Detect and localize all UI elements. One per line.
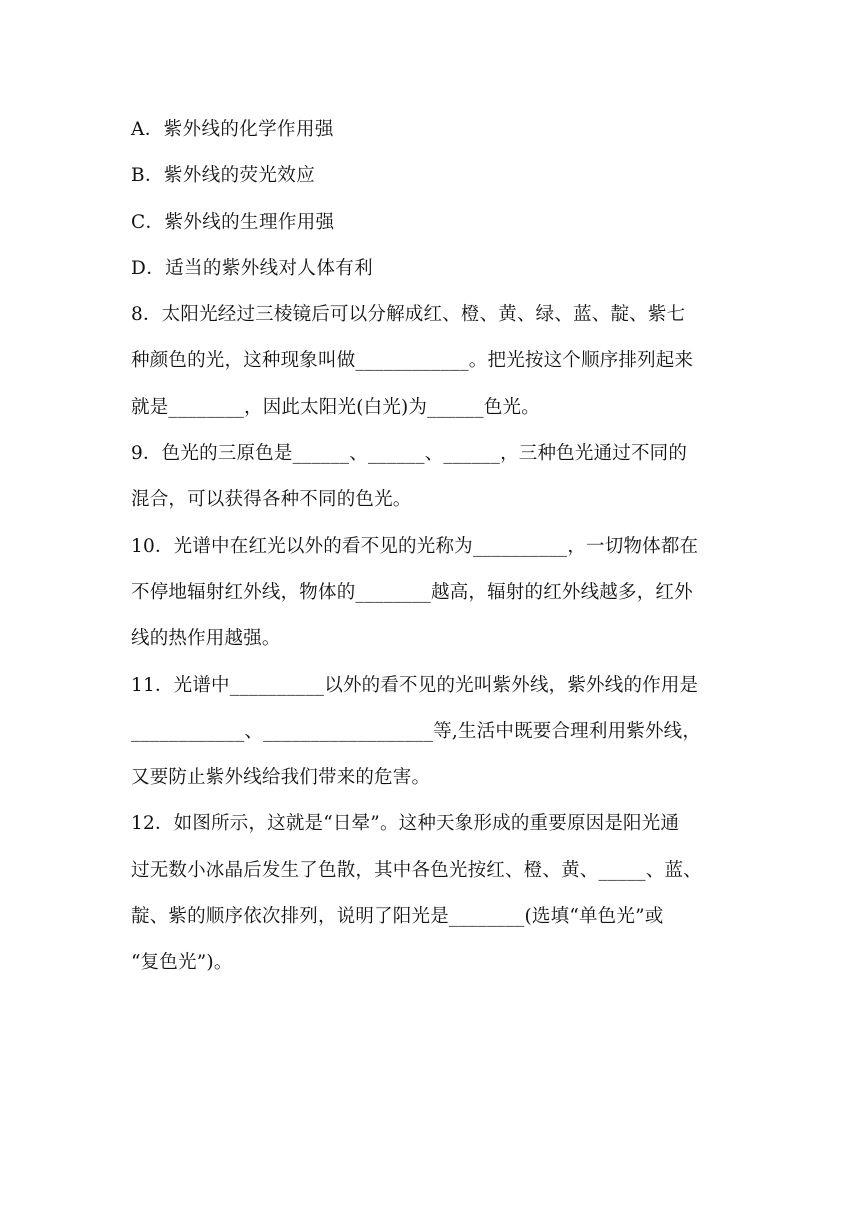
question-12-line: “复色光”)。 — [131, 952, 233, 974]
question-9 — [131, 431, 731, 524]
question-11-line: ____________、__________________等,生活中既要合理利用紫外线， — [131, 720, 702, 742]
option-c: C．紫外线的生理作用强 — [131, 211, 335, 233]
question-8-line: 种颜色的光，这种现象叫做____________。把光按这个顺序排列起来 — [131, 350, 694, 372]
question-10-line: 不停地辐射红外线，物体的________越高，辐射的红外线越多，红外 — [131, 581, 693, 603]
question-9-line: 混合，可以获得各种不同的色光。 — [131, 489, 412, 511]
option-a: A．紫外线的化学作用强 — [131, 119, 334, 140]
question-12-line: 12．如图所示，这就是“日晕”。这种天象形成的重要原因是阳光通 — [131, 813, 680, 835]
question-10-line: 10．光谱中在红光以外的看不见的光称为__________，一切物体都在 — [131, 535, 699, 557]
question-10 — [131, 524, 731, 663]
question-9-line: 9．色光的三原色是______、______、______，三种色光通过不同的 — [131, 443, 688, 465]
document-page — [131, 107, 731, 987]
question-8 — [131, 292, 731, 431]
question-11 — [131, 663, 731, 802]
question-12 — [131, 801, 731, 986]
question-11-line: 11．光谱中__________以外的看不见的光叫紫外线，紫外线的作用是 — [131, 674, 699, 696]
question-10-line: 线的热作用越强。 — [131, 628, 281, 650]
question-8-line: 8．太阳光经过三棱镜后可以分解成红、橙、黄、绿、蓝、靛、紫七 — [131, 304, 686, 326]
question-12-line: 靛、紫的顺序依次排列，说明了阳光是________(选填“单色光”或 — [131, 906, 664, 928]
question-12-line: 过无数小冰晶后发生了色散，其中各色光按红、橙、黄、_____、蓝、 — [131, 859, 702, 881]
option-b: B．紫外线的荧光效应 — [131, 165, 316, 187]
option-d: D．适当的紫外线对人体有利 — [131, 257, 374, 279]
question-11-line: 又要防止紫外线给我们带来的危害。 — [131, 767, 431, 789]
question-8-line: 就是________，因此太阳光(白光)为______色光。 — [131, 396, 540, 418]
